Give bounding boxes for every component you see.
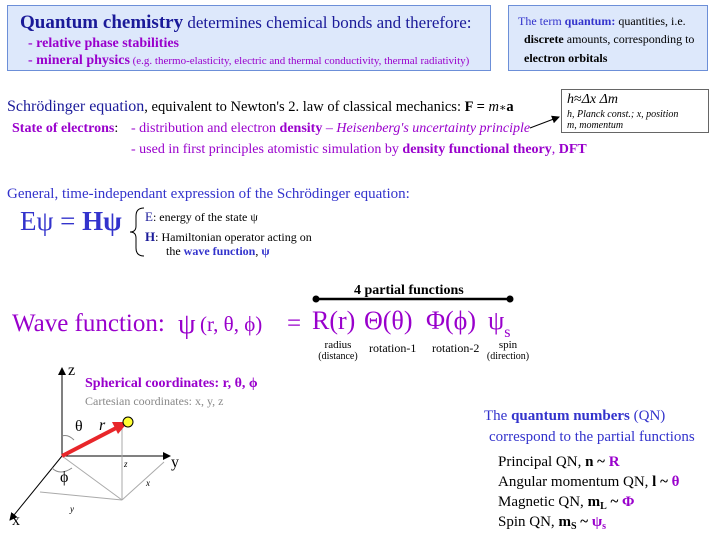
equation-lhs: Eψ [20,206,54,236]
uncertainty-legend-1: h, Planck const.; x, position [567,109,679,120]
partial-radial: R(r) [312,306,356,335]
note-e-symbol: E [145,209,153,224]
partial-theta: Θ(θ) [364,306,413,335]
qn-principal-symbol: n [585,454,594,470]
point-marker [123,417,133,427]
term-quantum-word: quantum: [564,14,616,28]
small-y-label: y [70,504,74,514]
term-prefix: The term [518,14,565,28]
partial-bar-left-dot [313,296,320,303]
intro-item-phase: - relative phase stabilities [28,36,180,51]
radius-vector [62,426,120,456]
note-wave-function-term: wave function [183,244,256,258]
projection-to-x [40,492,122,500]
intro-title-rest: determines chemical bonds and therefore: [183,13,472,32]
term-discrete: discrete [524,32,564,46]
note-e-text: : energy of the state ψ [152,210,258,224]
formula-f: F [464,99,473,115]
general-expression: General, time-independant expression of the Schrödinger equation: [7,186,410,202]
partial-bar-right-dot [507,296,514,303]
qn-quantum-numbers: quantum numbers [511,408,630,424]
equation-equals: = [53,206,83,236]
qn-magnetic-sub: L [600,501,607,512]
state-heisenberg: Heisenberg's uncertainty principle [336,121,531,136]
note-h-text: : Hamiltonian operator acting on [155,230,312,244]
state-dft: DFT [558,142,587,157]
qn-the: The [484,408,512,424]
axis-x-label: x [12,512,20,529]
equation-brace [130,208,144,256]
uncertainty-legend-2: m, momentum [567,120,624,131]
heisenberg-arrow [530,117,559,128]
partial-functions-heading: 4 partial functions [354,283,464,298]
state-dash: – [322,121,337,136]
state-density: density [279,121,323,136]
label-radius-sub: (distance) [318,351,358,362]
small-z-label: z [124,459,128,469]
axis-y-label: y [171,454,179,471]
state-used-in: - used in first principles atomistic simulation by [131,142,403,157]
qn-principal-tilde: ~ [593,454,609,470]
uncertainty-delta: Δx Δm [581,92,618,107]
theta-arc [62,436,74,441]
wave-function-label: Wave function: [12,310,165,337]
qn-magnetic-tilde: ~ [606,494,623,510]
qn-angular-symbol: l [652,474,657,490]
state-dft-full: density functional theory [402,142,552,157]
qn-magnetic-label: Magnetic QN, [498,494,588,510]
state-label: State of electrons [12,121,115,136]
term-quantities: quantities, i.e. [615,14,686,28]
phi-label: ϕ [60,469,69,486]
wave-equals: = [287,310,302,337]
projection-origin [62,456,122,500]
term-electron-orbitals: electron orbitals [524,51,608,65]
qn-angular-label: Angular momentum QN, [498,474,653,490]
partial-phi: Φ(ϕ) [426,306,477,335]
equation-rhs: Hψ [82,206,122,236]
note-psi: ψ [261,244,270,258]
schrodinger-newton: , equivalent to Newton's 2. law of classical mechanics: [144,99,465,115]
qn-angular-tilde: ~ [656,474,672,490]
qn-angular-func: θ [671,474,680,490]
uncertainty-approx: ≈ [574,92,582,107]
state-comma: , [551,142,559,157]
small-x-label: x [146,478,150,488]
cartesian-coordinates: Cartesian coordinates: x, y, z [85,394,224,408]
note-comma: , [255,244,262,258]
schrodinger-label: Schrödinger equation [7,98,145,115]
qn-magnetic-func: Φ [622,494,635,510]
r-label: r [99,417,106,434]
qn-abbrev: (QN) [629,408,666,424]
term-amounts: amounts, corresponding to [563,32,695,46]
intro-title: Quantum chemistry [20,12,184,33]
qn-principal-label: Principal QN, [498,454,586,470]
wave-psi: ψ [178,309,196,340]
axis-z-label: z [68,362,76,379]
note-the: the [166,244,184,258]
label-radius-text: radius [324,339,352,351]
theta-label: θ [75,418,83,435]
coordinate-system [10,362,179,529]
qn-spin-tilde: ~ [576,514,592,530]
qn-magnetic-symbol: m [587,494,601,510]
formula-eq: = [472,99,489,115]
formula-a: a [506,99,514,115]
intro-item-mineral-examples: (e.g. thermo-elasticity, electric and thermal conductivity, thermal radiativity) [129,55,470,67]
x-axis [10,456,62,520]
label-rotation-2: rotation-2 [432,341,480,355]
state-distribution: - distribution and electron [131,121,280,136]
spherical-vars: : r, θ, ϕ [214,376,258,391]
qn-principal-func: R [608,454,620,470]
qn-spin-sub: S [570,521,577,532]
partial-spin-sub: s [504,324,511,341]
projection-to-y [122,462,164,500]
spherical-label: Spherical coordinates [85,376,215,391]
qn-spin-func: ψ [591,514,603,530]
partial-spin-psi: ψ [488,306,505,335]
state-colon: : [114,121,119,136]
qn-correspond: correspond to the partial functions [489,429,695,445]
note-h-symbol: H [145,229,156,244]
uncertainty-h: h [567,92,574,107]
label-spin-sub: (direction) [486,351,530,362]
formula-dot: ∗ [498,102,507,114]
label-rotation-1: rotation-1 [369,341,417,355]
intro-item-mineral-label: - mineral physics [28,53,130,68]
qn-spin-symbol: m [558,514,571,530]
label-spin-text: spin [498,339,518,351]
formula-m: m [488,99,499,115]
wave-args: (r, θ, ϕ) [200,312,263,336]
qn-spin-label: Spin QN, [498,514,559,530]
qn-spin-func-sub: s [602,521,607,532]
